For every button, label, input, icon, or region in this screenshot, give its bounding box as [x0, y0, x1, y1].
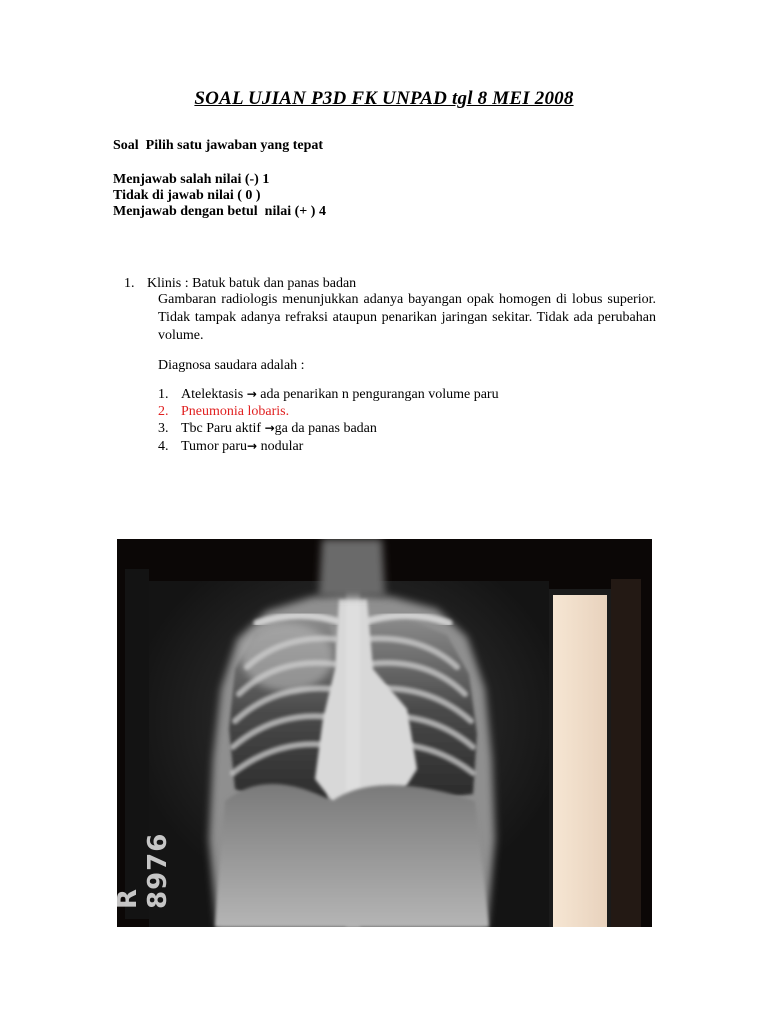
- scoring-rule-blank: Tidak di jawab nilai ( 0 ): [113, 188, 261, 203]
- option-number: 4.: [158, 439, 169, 454]
- instruction-soal: Soal Pilih satu jawaban yang tepat: [113, 138, 324, 153]
- option-1: [158, 386, 499, 403]
- page-title: SOAL UJIAN P3D FK UNPAD tgl 8 MEI 2008: [194, 88, 574, 109]
- question-prompt: Diagnosa saudara adalah :: [158, 358, 305, 373]
- right-arrow-icon: →: [246, 387, 257, 401]
- right-arrow-icon: →: [264, 421, 275, 435]
- scoring-rule-wrong: Menjawab salah nilai (-) 1: [113, 172, 270, 187]
- option-text: Pneumonia lobaris.: [181, 404, 290, 419]
- option-text: Atelektasis: [181, 387, 244, 402]
- film-marker-text: R 8976: [113, 832, 173, 909]
- option-3: [158, 420, 377, 437]
- chest-xray-image: [113, 539, 652, 927]
- option-note: ga da panas badan: [274, 421, 377, 436]
- option-text: Tumor paru: [181, 439, 247, 454]
- option-number: 1.: [158, 387, 169, 402]
- option-text: Tbc Paru aktif: [181, 421, 265, 436]
- option-2-correct: [158, 403, 289, 420]
- option-note: nodular: [257, 439, 304, 454]
- question-clinical: Klinis : Batuk batuk dan panas badan: [147, 276, 357, 291]
- option-4: [158, 438, 303, 455]
- question-number: 1.: [124, 276, 135, 291]
- right-arrow-icon: →: [247, 439, 258, 453]
- scoring-rule-correct: Menjawab dengan betul nilai (+ ) 4: [113, 204, 326, 219]
- question-radiology: Gambaran radiologis menunjukkan adanya bayangan opak homogen di lobus superior. Tidak tampak adanya refraksi ataupun penarikan jaringan sekitar. Tidak ada perubahan volume.: [158, 292, 656, 343]
- option-number: 2.: [158, 404, 169, 419]
- option-note: ada penarikan n pengurangan volume paru: [256, 387, 499, 402]
- option-number: 3.: [158, 421, 169, 436]
